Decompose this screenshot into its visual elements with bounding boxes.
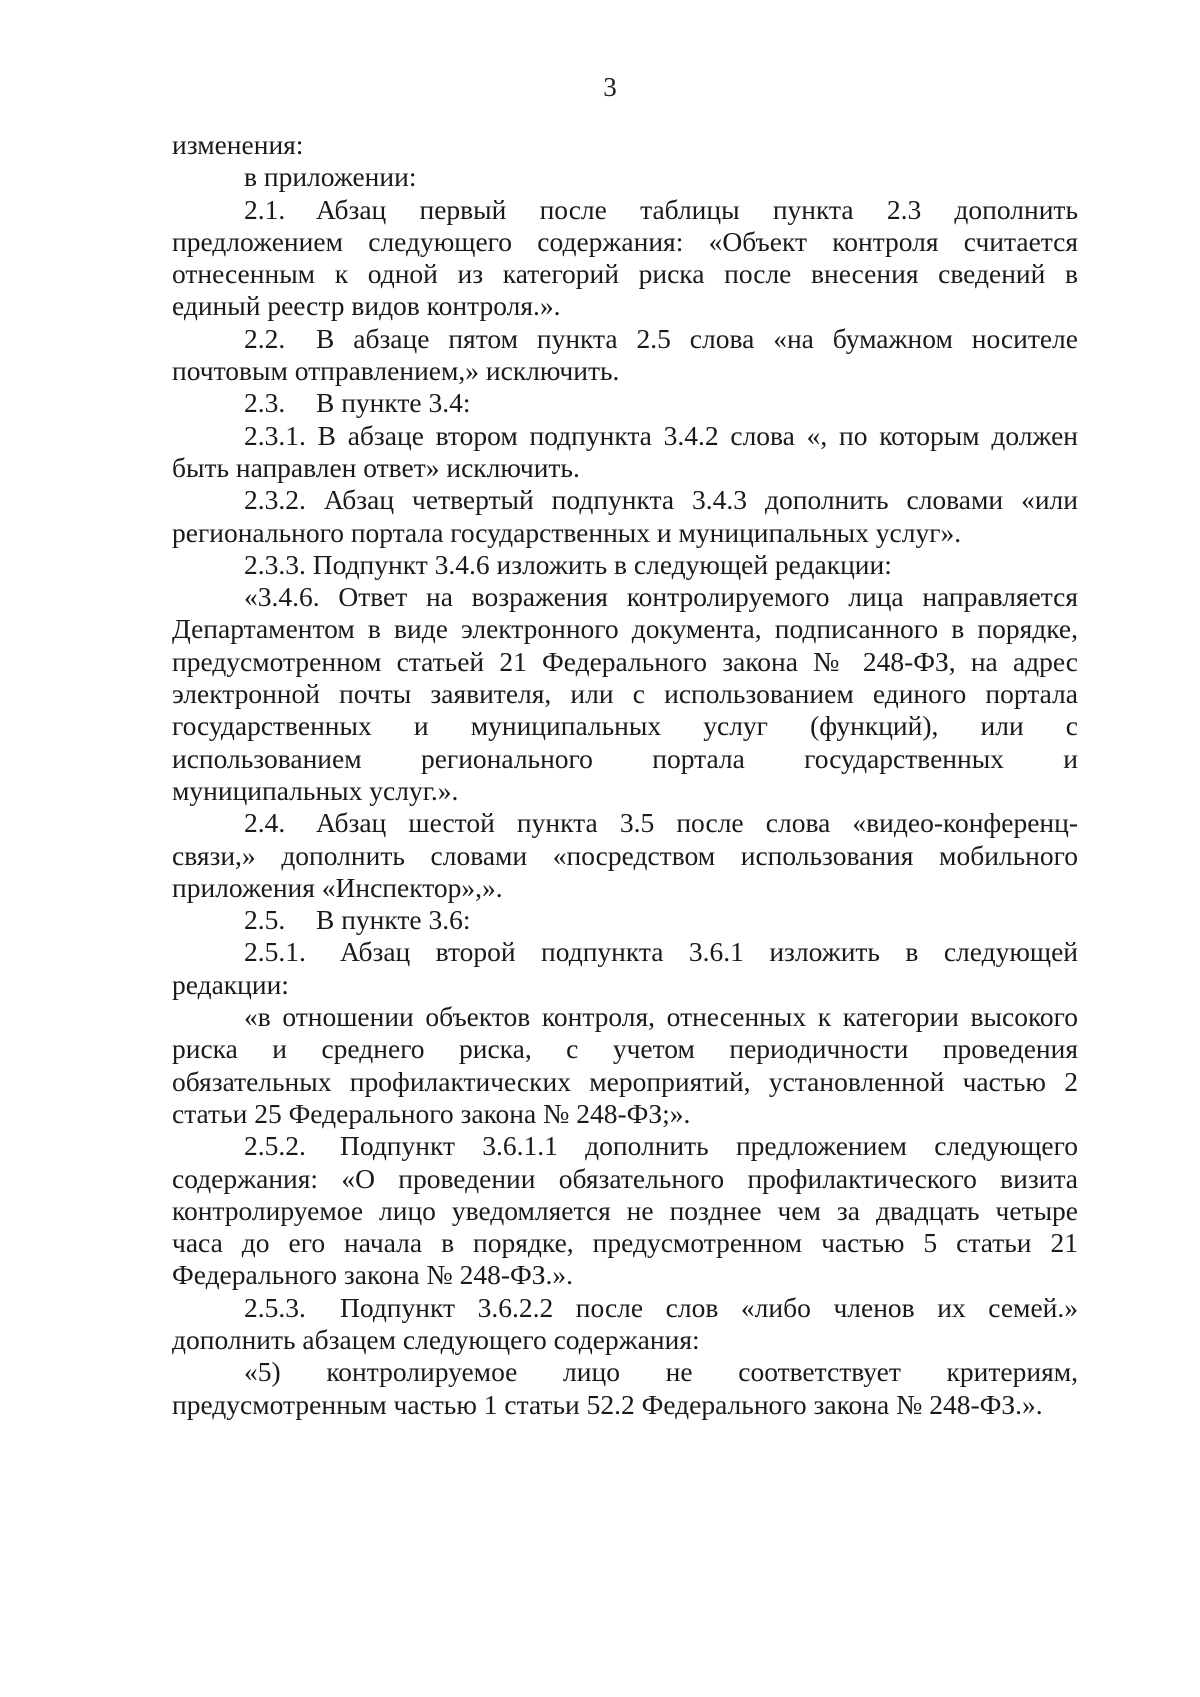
text-line [172,387,1078,419]
text-line [172,194,1078,226]
text-line: 2.3.2. Абзац четвертый подпункта 3.4.3 дополнить словами «или [244,484,1078,516]
text-line: электронной почты заявителя, или с использованием единого портала [172,678,1078,710]
text-line: редакции: [172,968,289,1000]
text-line: риска и среднего риска, с учетом периодичности проведения [172,1033,1078,1065]
line-text: В пункте 3.4: [316,387,471,419]
text-line: Федерального закона № 248-ФЗ.». [172,1259,574,1291]
line-text: В пункте 3.6: [316,904,471,936]
text-line: «в отношении объектов контроля, отнесенных к категории высокого [244,1001,1078,1033]
text-line: муниципальных услуг.». [172,774,459,806]
item-number: 2.5.2. [244,1130,306,1162]
text-line: предусмотренном статьей 21 Федерального закона № 248-ФЗ, на адрес [172,645,1078,677]
text-line: Департаментом в виде электронного документа, подписанного в порядке, [172,613,1078,645]
paragraph [172,581,1078,807]
text-line [172,323,1078,355]
line-text: Подпункт 3.6.1.1 дополнить предложением следующего [340,1130,1078,1162]
text-line: контролируемое лицо уведомляется не позднее чем за двадцать четыре [172,1194,1078,1226]
document-body [172,129,1078,1421]
paragraph [172,484,1078,549]
text-line: «5) контролируемое лицо не соответствует критериям, [244,1356,1078,1388]
item-number: 2.3. [244,387,286,419]
item-number: 2.5.1. [244,936,306,968]
paragraph [172,129,1078,161]
paragraph [172,420,1078,485]
text-line: приложения «Инспектор»,». [172,871,503,903]
paragraph [172,387,1078,419]
paragraph [172,807,1078,904]
line-text: Абзац первый после таблицы пункта 2.3 дополнить [316,193,1078,225]
text-line: статьи 25 Федерального закона № 248-ФЗ;». [172,1097,691,1129]
text-line: 2.3.1. В абзаце втором подпункта 3.4.2 слова «, по которым должен [244,419,1078,451]
text-line: связи,» дополнить словами «посредством использования мобильного [172,839,1078,871]
paragraph [172,194,1078,323]
item-number: 2.2. [244,322,286,354]
paragraph [172,549,1078,581]
line-text: В абзаце пятом пункта 2.5 слова «на бумажном носителе [316,322,1078,354]
text-line: регионального портала государственных и муниципальных услуг». [172,516,962,548]
paragraph [172,1001,1078,1130]
paragraph [172,904,1078,936]
text-line [172,1292,1078,1324]
paragraph [172,1292,1078,1357]
paragraph [172,323,1078,388]
text-line: использованием регионального портала государственных и [172,742,1078,774]
text-line: в приложении: [244,161,417,193]
text-line: почтовым отправлением,» исключить. [172,355,620,387]
line-text: Абзац шестой пункта 3.5 после слова «видео-конференц- [316,807,1078,839]
text-line: обязательных профилактических мероприятий, установленной частью 2 [172,1065,1078,1097]
paragraph [172,1130,1078,1291]
paragraph [172,936,1078,1001]
item-number: 2.5. [244,904,286,936]
paragraph [172,1356,1078,1421]
paragraph [172,161,1078,193]
text-line: государственных и муниципальных услуг (функций), или с [172,710,1078,742]
line-text: Подпункт 3.6.2.2 после слов «либо членов их семей.» [340,1291,1078,1323]
page-number: 3 [603,72,617,102]
text-line: предусмотренным частью 1 статьи 52.2 Федерального закона № 248-ФЗ.». [172,1388,1043,1420]
text-line: изменения: [172,129,304,160]
text-line [172,904,1078,936]
text-line [172,936,1078,968]
text-line [172,807,1078,839]
text-line: предложением следующего содержания: «Объект контроля считается [172,225,1078,257]
text-line [172,1130,1078,1162]
item-number: 2.5.3. [244,1291,306,1323]
text-line: часа до его начала в порядке, предусмотренном частью 5 статьи 21 [172,1227,1078,1259]
item-number: 2.1. [244,193,286,225]
text-line: единый реестр видов контроля.». [172,290,561,322]
text-line: быть направлен ответ» исключить. [172,451,580,483]
line-text: Абзац второй подпункта 3.6.1 изложить в следующей [340,936,1078,968]
text-line: дополнить абзацем следующего содержания: [172,1323,700,1355]
text-line: отнесенным к одной из категорий риска после внесения сведений в [172,258,1078,290]
item-number: 2.4. [244,807,286,839]
text-line: 2.3.3. Подпункт 3.4.6 изложить в следующей редакции: [244,548,892,580]
text-line: «3.4.6. Ответ на возражения контролируемого лица направляется [244,581,1078,613]
text-line: содержания: «О проведении обязательного профилактического визита [172,1162,1078,1194]
